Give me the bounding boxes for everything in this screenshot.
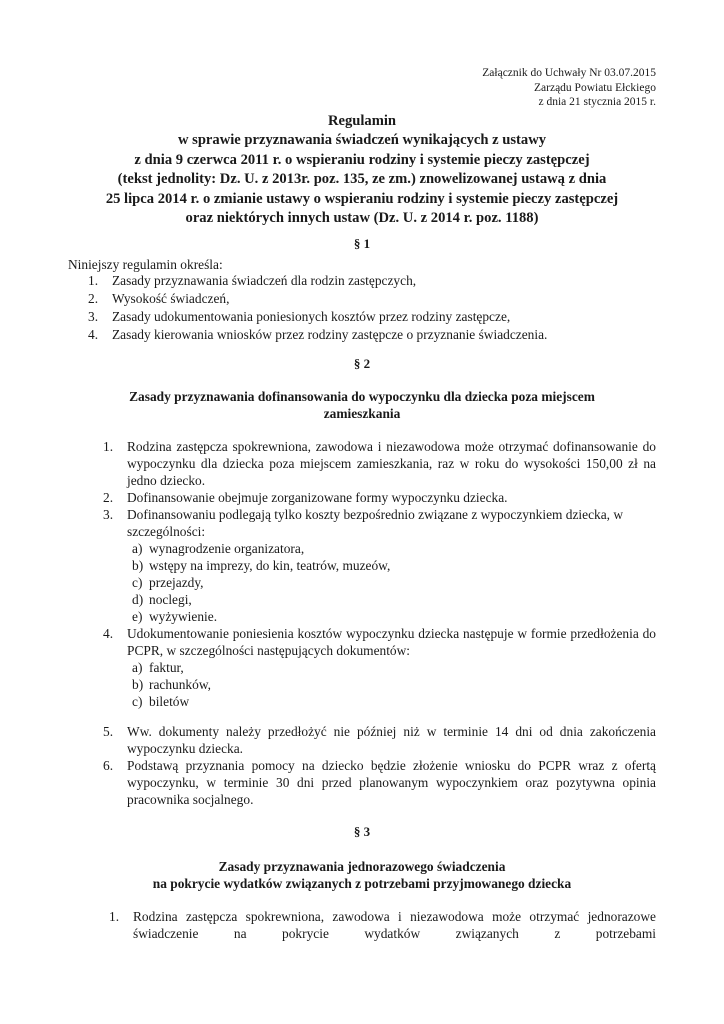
sub-text: wyżywienie. xyxy=(149,609,218,624)
title-line-2: w sprawie przyznawania świadczeń wynikających z ustawy xyxy=(177,132,547,149)
sub-text: rachunków, xyxy=(149,677,211,692)
sub-list xyxy=(127,540,656,625)
list-text: Dofinansowanie obejmuje zorganizowane formy wypoczynku dziecka. xyxy=(127,490,508,505)
sub-text: faktur, xyxy=(149,660,184,675)
list-number: 3. xyxy=(88,309,99,324)
sub-letter: b) xyxy=(132,677,144,692)
list-number: 6. xyxy=(103,758,114,773)
sub-letter: e) xyxy=(132,609,143,624)
list-text: Wysokość świadczeń, xyxy=(112,291,230,306)
list-number: 2. xyxy=(103,490,114,505)
list-number: 3. xyxy=(103,507,114,522)
sub-letter: d) xyxy=(132,592,144,607)
title-line-3: z dnia 9 czerwca 2011 r. o wspieraniu rodziny i systemie pieczy zastępczej xyxy=(134,151,590,168)
section-1-intro: Niniejszy regulamin określa: xyxy=(68,257,223,272)
sub-letter: a) xyxy=(132,660,143,675)
sub-letter: b) xyxy=(132,558,144,573)
sub-item xyxy=(127,540,656,557)
list-text: Rodzina zastępcza spokrewniona, zawodowa i niezawodowa może otrzymać dofinansowanie do wypoczynku dla dziecka poza miejscem zamieszkania, raz w roku do wysokości 150,00 zł na jedno dziecko. xyxy=(127,439,656,488)
section-2-heading xyxy=(100,388,624,422)
list-text: Ww. dokumenty należy przedłożyć nie później niż w terminie 14 dni od dnia zakończenia wypoczynku dziecka. xyxy=(127,724,656,756)
list-text: Zasady kierowania wniosków przez rodziny zastępcze o przyznanie świadczenia. xyxy=(112,327,548,342)
section-3-list xyxy=(106,908,656,942)
section-2-list-continued xyxy=(100,723,656,808)
sub-item xyxy=(127,659,656,676)
section-1-list xyxy=(68,272,668,344)
sub-item xyxy=(127,676,656,693)
section-2-mark: § 2 xyxy=(353,356,371,371)
sub-letter: c) xyxy=(132,694,143,709)
sub-letter: c) xyxy=(132,575,143,590)
sub-letter: a) xyxy=(132,541,143,556)
list-number: 1. xyxy=(109,909,120,924)
sub-item xyxy=(127,591,656,608)
sub-item xyxy=(127,557,656,574)
sub-text: wstępy na imprezy, do kin, teatrów, muzeów, xyxy=(149,558,391,573)
sub-text: przejazdy, xyxy=(149,575,204,590)
list-text: Rodzina zastępcza spokrewniona, zawodowa i niezawodowa może otrzymać jednorazowe świadczenie na pokrycie wydatków związanych z potrzebami xyxy=(133,909,656,941)
list-text: Zasady udokumentowania poniesionych kosztów przez rodziny zastępcze, xyxy=(112,309,511,324)
sub-list xyxy=(127,659,656,710)
list-item xyxy=(100,757,656,808)
list-item xyxy=(100,489,656,506)
list-number: 5. xyxy=(103,724,114,739)
list-item xyxy=(100,438,656,489)
list-number: 1. xyxy=(88,273,99,288)
attachment-line-1: Załącznik do Uchwały Nr 03.07.2015 xyxy=(482,67,656,79)
title-line-6: oraz niektórych innych ustaw (Dz. U. z 2014 r. poz. 1188) xyxy=(185,210,539,227)
title-line-1: Regulamin xyxy=(327,113,397,129)
list-item xyxy=(100,506,656,625)
list-item xyxy=(68,308,668,326)
list-item xyxy=(68,290,668,308)
list-text: Udokumentowanie poniesienia kosztów wypoczynku dziecka następuje w formie przedłożenia do PCPR, w szczególności następujących dokumentów: xyxy=(127,626,656,658)
sub-item xyxy=(127,574,656,591)
title-line-5: 25 lipca 2014 r. o zmianie ustawy o wspieraniu rodziny i systemie pieczy zastępczej xyxy=(105,190,619,207)
section-3-mark: § 3 xyxy=(353,824,371,839)
list-item xyxy=(106,908,656,942)
sub-text: wynagrodzenie organizatora, xyxy=(149,541,305,556)
list-number: 1. xyxy=(103,439,114,454)
attachment-line-2: Zarządu Powiatu Ełckiego xyxy=(534,81,656,94)
list-text: Podstawą przyznania pomocy na dziecko będzie złożenie wniosku do PCPR wraz z ofertą wypoczynku, w terminie 30 dni przed planowanym wypoczynkiem oraz pozytywna opinia pracownika socjalnego. xyxy=(127,758,656,807)
section-1-mark: § 1 xyxy=(353,236,371,251)
section-2-list xyxy=(100,438,656,710)
section-3-heading xyxy=(80,858,644,892)
title-line-4: (tekst jednolity: Dz. U. z 2013r. poz. 135, ze zm.) znowelizowanej ustawą z dnia xyxy=(117,171,607,188)
list-item xyxy=(100,625,656,710)
list-item xyxy=(100,723,656,757)
section-3-heading-line-1: Zasady przyznawania jednorazowego świadczenia xyxy=(218,859,506,874)
attachment-line-3: z dnia 21 stycznia 2015 r. xyxy=(538,96,656,108)
list-text: Zasady przyznawania świadczeń dla rodzin zastępczych, xyxy=(112,273,417,288)
document-title xyxy=(40,112,684,228)
list-number: 4. xyxy=(88,327,99,342)
section-3-heading-line-2: na pokrycie wydatków związanych z potrzebami przyjmowanego dziecka xyxy=(152,876,572,891)
sub-item xyxy=(127,693,656,710)
list-item xyxy=(68,272,668,290)
list-number: 4. xyxy=(103,626,114,641)
sub-item xyxy=(127,608,656,625)
sub-text: noclegi, xyxy=(149,592,192,607)
section-2-heading-line-1: Zasady przyznawania dofinansowania do wypoczynku dla dziecka poza miejscem xyxy=(129,389,595,404)
list-number: 2. xyxy=(88,291,99,306)
section-2-heading-line-2: zamieszkania xyxy=(323,406,401,421)
attachment-note xyxy=(356,66,656,110)
list-text: Dofinansowaniu podlegają tylko koszty bezpośrednio związane z wypoczynkiem dziecka, w szczególności: xyxy=(127,507,624,539)
list-item xyxy=(68,326,668,344)
sub-text: biletów xyxy=(149,694,190,709)
